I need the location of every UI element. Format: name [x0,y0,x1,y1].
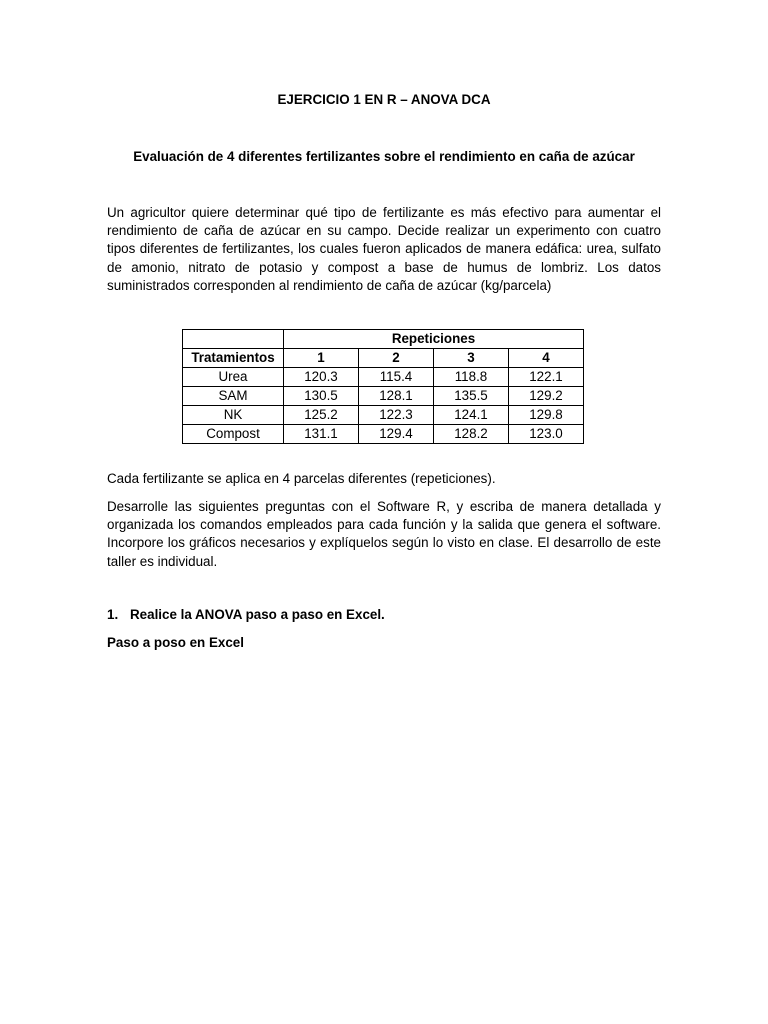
column-header: 4 [509,349,584,368]
table-cell: 128.2 [434,425,509,444]
column-header: 1 [284,349,359,368]
column-header: 3 [434,349,509,368]
table-cell: 129.4 [359,425,434,444]
table-cell: 118.8 [434,368,509,387]
column-header: 2 [359,349,434,368]
note-paragraph: Cada fertilizante se aplica en 4 parcelas diferentes (repeticiones). [107,471,496,486]
treatments-header: Tratamientos [183,349,284,368]
treatment-name: Compost [183,425,284,444]
document-subtitle: Evaluación de 4 diferentes fertilizantes sobre el rendimiento en caña de azúcar [133,149,635,164]
table-cell: 120.3 [284,368,359,387]
table-empty-cell [183,330,284,349]
treatment-name: Urea [183,368,284,387]
table-cell: 131.1 [284,425,359,444]
table-row [183,406,584,425]
table-cell: 115.4 [359,368,434,387]
question-number: 1. [107,607,119,622]
table-cell: 129.2 [509,387,584,406]
repetitions-header: Repeticiones [284,330,584,349]
table-row [183,387,584,406]
table-cell: 125.2 [284,406,359,425]
table-cell: 128.1 [359,387,434,406]
table-group-header-row [183,330,584,349]
question-1 [107,607,385,622]
table-cell: 129.8 [509,406,584,425]
treatment-name: NK [183,406,284,425]
table-cell: 122.3 [359,406,434,425]
intro-paragraph: Un agricultor quiere determinar qué tipo de fertilizante es más efectivo para aumentar el rendimiento de caña de azúcar en su campo. Decide realizar un experimento con cuatro tipos diferentes de fertilizantes, los cuales fueron aplicados de manera edáfica: urea, sulfato de amonio, nitrato de potasio y compost a base de humus de lombriz. Los datos suministrados corresponden al rendimiento de caña de azúcar (kg/parcela) [107,205,661,293]
table-cell: 123.0 [509,425,584,444]
instructions-paragraph: Desarrolle las siguientes preguntas con el Software R, y escriba de manera detallada y organizada los comandos empleados para cada función y la salida que genera el software. Incorpore los gráficos necesarios y explíquelos según lo visto en clase. El desarrollo de este taller es individual. [107,499,661,569]
question-1-subheading: Paso a poso en Excel [107,635,244,650]
table-cell: 124.1 [434,406,509,425]
table-cell: 130.5 [284,387,359,406]
treatment-name: SAM [183,387,284,406]
table-header-row [183,349,584,368]
table-row [183,425,584,444]
table-cell: 135.5 [434,387,509,406]
document-title: EJERCICIO 1 EN R – ANOVA DCA [277,92,491,107]
question-text: Realice la ANOVA paso a paso en Excel. [130,607,385,622]
table-row [183,368,584,387]
table-cell: 122.1 [509,368,584,387]
yield-table [182,329,584,444]
